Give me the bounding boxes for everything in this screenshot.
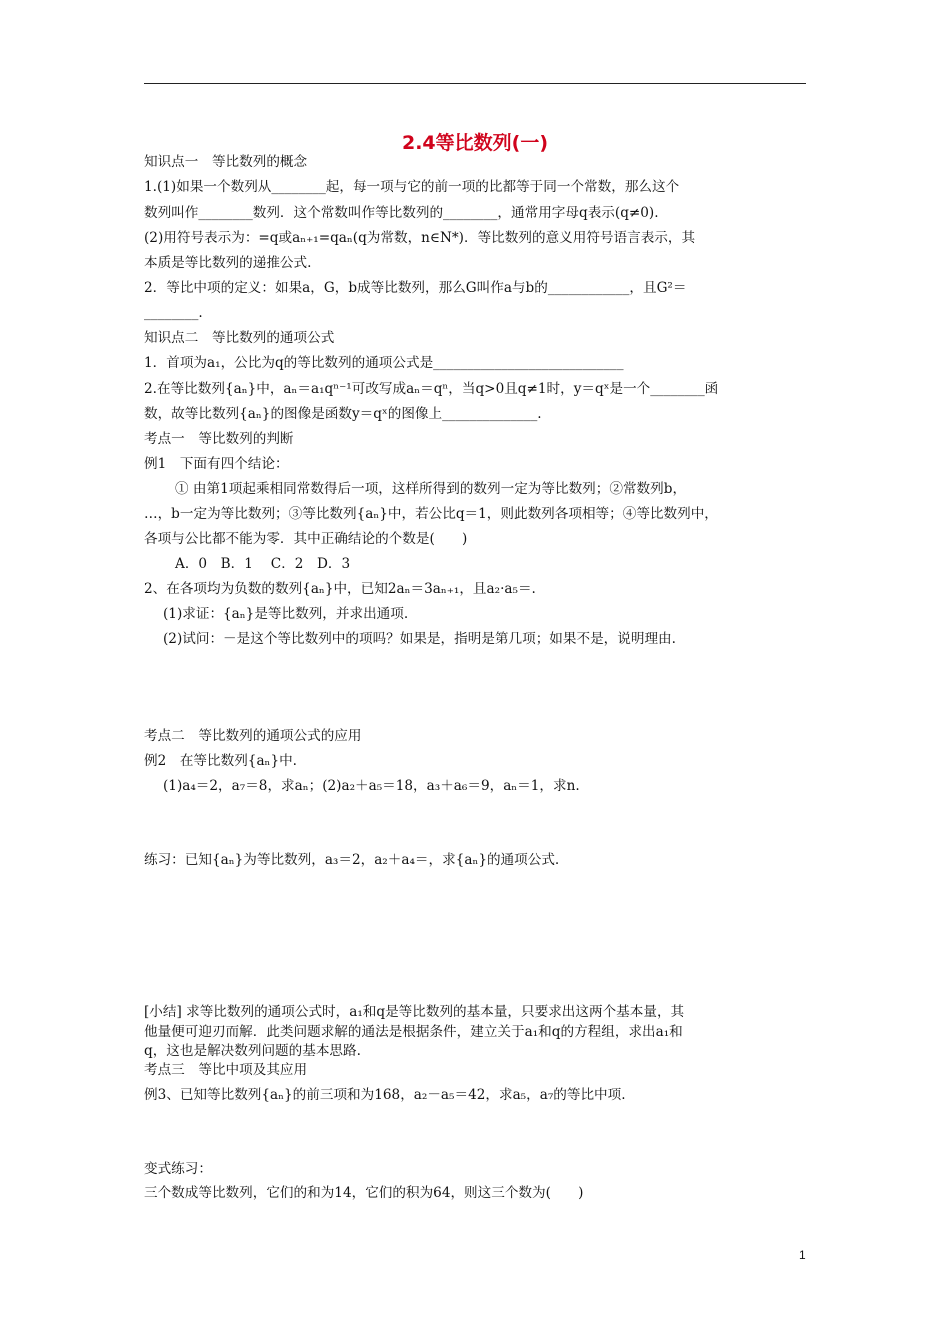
- text-line: 2.在等比数列{aₙ}中，aₙ＝a₁qⁿ⁻¹可改写成aₙ＝qⁿ，当q>0且q≠1时，y＝qˣ是一个________函: [144, 381, 719, 397]
- section-heading: 考点二 等比数列的通项公式的应用: [144, 728, 362, 744]
- exercise-heading: 变式练习：: [144, 1161, 212, 1177]
- answer-options: A．0 B．1 C．2 D．3: [175, 556, 351, 572]
- section-heading: 知识点一 等比数列的概念: [144, 154, 308, 170]
- header-rule: [144, 83, 806, 84]
- example-heading: 例2 在等比数列{aₙ}中.: [144, 753, 298, 769]
- page-number: 1: [799, 1248, 806, 1262]
- text-line: 1．首项为a₁，公比为q的等比数列的通项公式是____________________________: [144, 355, 624, 371]
- summary-line: 他量便可迎刃而解．此类问题求解的通法是根据条件，建立关于a₁和q的方程组，求出a₁和: [144, 1024, 683, 1040]
- text-line: (1)求证：{aₙ}是等比数列，并求出通项.: [163, 606, 409, 622]
- text-line: (1)a₄＝2，a₇＝8，求aₙ；(2)a₂＋a₅＝18，a₃＋a₆＝9，aₙ＝1，求n.: [163, 778, 580, 794]
- text-line: 2、在各项均为负数的数列{aₙ}中，已知2aₙ＝3aₙ₊₁，且a₂·a₅＝.: [144, 581, 536, 597]
- text-line: (2)试问：－是这个等比数列中的项吗？如果是，指明是第几项；如果不是，说明理由.: [163, 631, 676, 647]
- section-heading: 考点三 等比中项及其应用: [144, 1062, 308, 1078]
- text-line: 各项与公比都不能为零．其中正确结论的个数是( ): [144, 531, 468, 547]
- text-line: 2．等比中项的定义：如果a，G，b成等比数列，那么G叫作a与b的____________，且G²＝: [144, 280, 687, 296]
- page-title: 2.4等比数列(一): [401, 132, 549, 154]
- summary-line: q，这也是解决数列问题的基本思路.: [144, 1043, 361, 1059]
- text-line: 1.(1)如果一个数列从________起，每一项与它的前一项的比都等于同一个常数，那么这个: [144, 179, 680, 195]
- exercise-line: 练习：已知{aₙ}为等比数列，a₃＝2，a₂＋a₄＝，求{aₙ}的通项公式.: [144, 852, 560, 868]
- section-heading: 知识点二 等比数列的通项公式: [144, 330, 335, 346]
- text-line: 例3、已知等比数列{aₙ}的前三项和为168，a₂－a₅＝42，求a₅，a₇的等比中项.: [144, 1087, 626, 1103]
- summary-line: [小结] 求等比数列的通项公式时，a₁和q是等比数列的基本量，只要求出这两个基本量，其: [144, 1004, 685, 1020]
- section-heading: 考点一 等比数列的判断: [144, 431, 294, 447]
- text-line: ________.: [144, 305, 203, 321]
- text-line: 数，故等比数列{aₙ}的图像是函数y＝qˣ的图像上______________.: [144, 406, 542, 422]
- text-line: 本质是等比数列的递推公式.: [144, 255, 312, 271]
- text-line: (2)用符号表示为：=q或aₙ₊₁=qaₙ(q为常数，n∈N*)．等比数列的意义用符号语言表示，其: [144, 230, 696, 246]
- text-line: 三个数成等比数列，它们的和为14，它们的积为64，则这三个数为( ): [144, 1185, 584, 1201]
- text-line: …，b一定为等比数列；③等比数列{aₙ}中，若公比q＝1，则此数列各项相等；④等比数列中，: [144, 506, 718, 522]
- text-line: ① 由第1项起乘相同常数得后一项，这样所得到的数列一定为等比数列；②常数列b，: [175, 481, 687, 497]
- example-heading: 例1 下面有四个结论：: [144, 456, 289, 472]
- text-line: 数列叫作________数列．这个常数叫作等比数列的________，通常用字母q表示(q≠0).: [144, 205, 659, 221]
